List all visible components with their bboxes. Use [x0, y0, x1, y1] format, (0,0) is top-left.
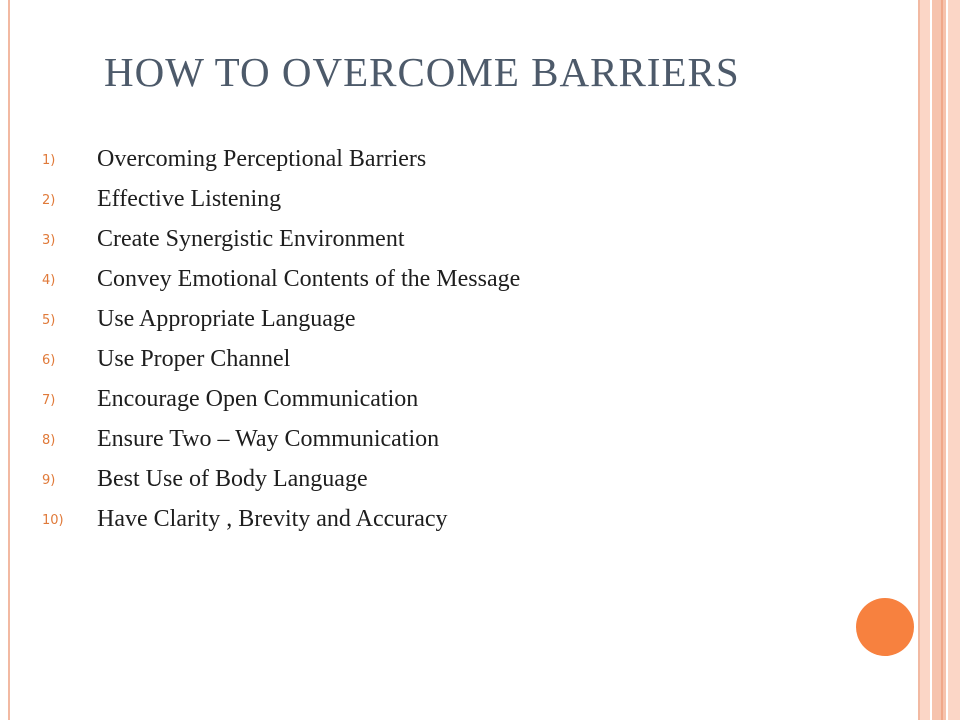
list-item-text: Overcoming Perceptional Barriers [97, 146, 427, 172]
list-item [42, 181, 892, 221]
list-number: 4) [42, 273, 56, 288]
list-item [42, 461, 892, 501]
decorative-stripe-line [941, 0, 943, 720]
list-item [42, 261, 892, 301]
list-number: 5) [42, 313, 56, 328]
list-item-text: Have Clarity , Brevity and Accuracy [97, 506, 448, 532]
list-item-text: Create Synergistic Environment [97, 226, 405, 252]
list-item-text: Convey Emotional Contents of the Message [97, 266, 521, 292]
list-number: 2) [42, 193, 56, 208]
list-item [42, 301, 892, 341]
list-number: 7) [42, 393, 56, 408]
list-item [42, 221, 892, 261]
slide-frame-left [8, 0, 10, 720]
list-item-text: Ensure Two – Way Communication [97, 426, 440, 452]
list-item [42, 381, 892, 421]
list-item [42, 501, 892, 541]
list-number: 3) [42, 233, 56, 248]
decorative-stripe-band [920, 0, 960, 720]
slide-title: HOW TO OVERCOME BARRIERS [104, 49, 740, 95]
list-item-text: Encourage Open Communication [97, 386, 419, 412]
list-item-text: Best Use of Body Language [97, 466, 368, 492]
list-number: 8) [42, 433, 56, 448]
list-item [42, 341, 892, 381]
list-item [42, 421, 892, 461]
list-number: 1) [42, 153, 56, 168]
list-number: 6) [42, 353, 56, 368]
list-number: 9) [42, 473, 56, 488]
accent-circle [856, 598, 914, 656]
barrier-list [42, 141, 892, 541]
list-item-text: Use Proper Channel [97, 346, 291, 372]
list-item-text: Use Appropriate Language [97, 306, 356, 332]
list-item-text: Effective Listening [97, 186, 282, 212]
list-number: 10) [42, 513, 64, 528]
list-item [42, 141, 892, 181]
